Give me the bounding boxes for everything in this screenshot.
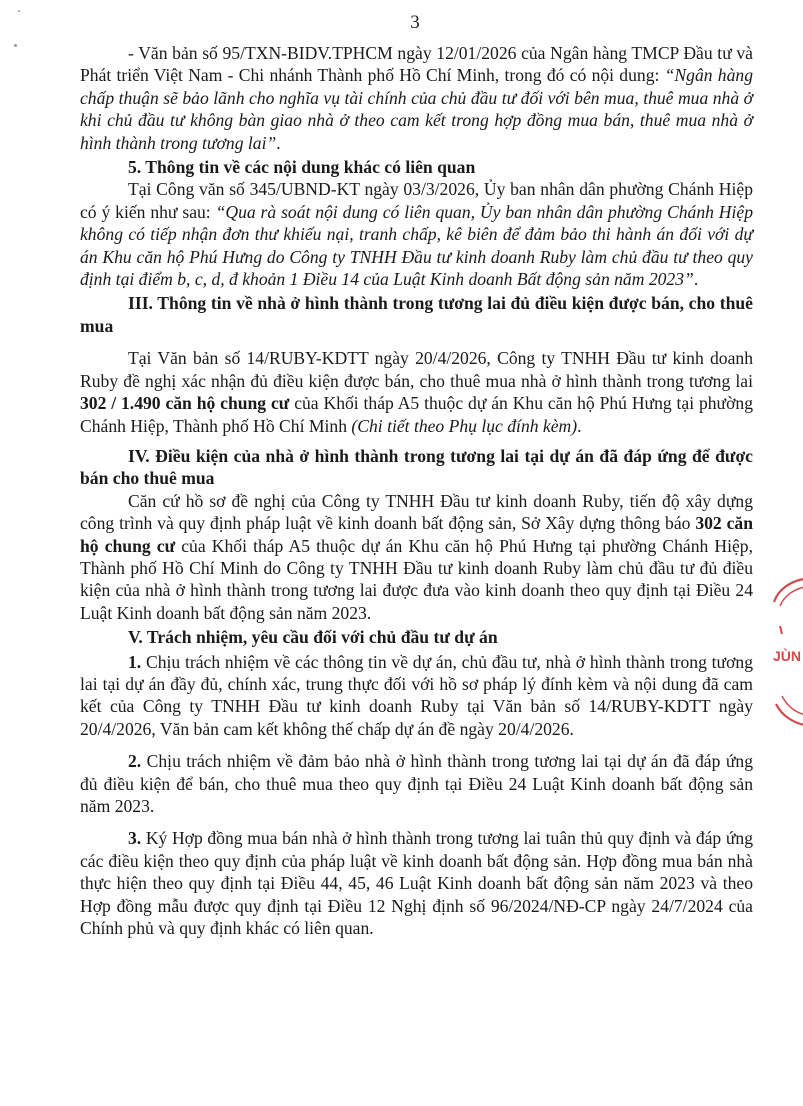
paragraph-bank-guarantee — [80, 42, 753, 154]
scan-speck — [18, 10, 20, 12]
paragraph-eligibility-notice — [80, 490, 753, 624]
text-run: “Qua rà soát nội dung có liên quan, Ủy ban nhân dân phường Chánh Hiệp không có tiếp nhận đơn thư khiếu nại, tranh chấp, kê biên để đảm bảo thi hành án đối với dự án Khu căn hộ Phú Hưng do Công ty TNHH Đầu tư kinh doanh Ruby làm chủ đầu tư theo quy định tại điểm b, c, d, đ khoản 1 Điều 14 của Luật Kinh doanh Bất động sản năm 2023” — [80, 201, 754, 290]
text-run: của Khối tháp A5 thuộc dự án Khu căn hộ Phú Hưng tại phường Chánh Hiệp, Thành phố Hồ Chí Minh — [80, 393, 753, 436]
text-run: Tại Công văn số 345/UBND-KT ngày 03/3/2026, Ủy ban nhân dân phường Chánh Hiệp có ý kiến như sau: — [80, 179, 753, 222]
text-run: 1. — [128, 651, 142, 672]
text-run: V. Trách nhiệm, yêu cầu đối với chủ đầu tư dự án — [128, 627, 498, 648]
text-run: Chịu trách nhiệm về các thông tin về dự án, chủ đầu tư, nhà ở hình thành trong tương lai tại dự án đầy đủ, chính xác, trung thực đối với hồ sơ pháp lý đính kèm và nội dung đã cam kết của Công ty TNHH Đầu tư kinh doanh Ruby tại Văn bản số 14/RUBY-KDTT ngày 20/4/2026, Văn bản cam kết không thế chấp dự án đề ngày 20/4/2026. — [80, 651, 753, 739]
text-run: IV. Điều kiện của nhà ở hình thành trong tương lai tại dự án đã đáp ứng để được bán cho thuê mua — [80, 445, 753, 489]
paragraph-ward-opinion — [80, 178, 753, 290]
scan-speck — [14, 44, 17, 47]
text-run: “Ngân hàng chấp thuận sẽ bảo lãnh cho nghĩa vụ tài chính của chủ đầu tư đối với bên mua, thuê mua nhà ở khi chủ đầu tư không bàn giao nhà ở theo cam kết trong hợp đồng mua bán, thuê mua nhà ở hình thành trong tương lai” — [80, 65, 753, 153]
text-run: - Văn bản số 95/TXN-BIDV.TPHCM ngày 12/01/2026 của Ngân hàng TMCP Đầu tư và Phát triển Việt Nam - Chi nhánh Thành phố Hồ Chí Minh, trong đó có nội dung: — [80, 43, 753, 86]
text-run: 3. — [128, 828, 142, 849]
stamp-text: JÙN — [773, 648, 802, 664]
text-run: của Khối tháp A5 thuộc dự án Khu căn hộ Phú Hưng tại phường Chánh Hiệp, Thành phố Hồ Chí Minh do Công ty TNHH Đầu tư kinh doanh Ruby làm chủ đầu tư đủ điều kiện của nhà ở hình thành trong tương lai được đưa vào kinh doanh theo quy định tại Điều 24 Luật Kinh doanh bất động sản năm 2023. — [80, 535, 753, 623]
text-run: . — [693, 269, 699, 290]
paragraph-responsibility-2 — [80, 750, 753, 817]
text-run: . — [276, 132, 281, 153]
paragraph-confirmation-request — [80, 347, 753, 437]
text-run: 5. Thông tin về các nội dung khác có liên quan — [128, 157, 476, 178]
page-number: 3 — [410, 12, 420, 33]
text-run: 302 / 1.490 căn hộ chung cư — [80, 393, 290, 414]
text-run: III. Thông tin về nhà ở hình thành trong tương lai đủ điều kiện được bán, cho thuê mua — [80, 293, 753, 336]
text-run: (Chi tiết theo Phụ lục đính kèm) — [351, 415, 578, 436]
text-run: . — [577, 415, 582, 436]
text-run: Căn cứ hồ sơ đề nghị của Công ty TNHH Đầu tư kinh doanh Ruby, tiến độ xây dựng công trình và quy định pháp luật về kinh doanh bất động sản, Sở Xây dựng thông báo — [80, 490, 753, 534]
heading-section-IV — [80, 445, 753, 490]
text-run: Chịu trách nhiệm về đảm bảo nhà ở hình thành trong tương lai tại dự án đã đáp ứng đủ điều kiện để bán, cho thuê mua theo quy định tại Điều 24 Luật Kinh doanh bất động sản năm 2023. — [80, 751, 753, 816]
text-run: 302 căn hộ chung cư — [80, 513, 753, 556]
paragraph-responsibility-3 — [80, 827, 753, 939]
red-stamp-fragment — [770, 568, 803, 748]
heading-section-5 — [80, 156, 753, 178]
heading-section-V — [80, 626, 753, 648]
heading-section-III — [80, 292, 753, 337]
paragraph-responsibility-1 — [80, 651, 753, 741]
text-run: Ký Hợp đồng mua bán nhà ở hình thành trong tương lai tuân thủ quy định và đáp ứng các điều kiện theo quy định của pháp luật về kinh doanh bất động sản. Hợp đồng mua bán nhà thực hiện theo quy định tại Điều 44, 45, 46 Luật Kinh doanh bất động sản năm 2023 và theo Hợp đồng mẫu được quy định tại Điều 12 Nghị định số 96/2024/NĐ-CP ngày 24/7/2024 của Chính phủ và quy định khác có liên quan. — [80, 828, 753, 939]
text-run: 2. — [128, 751, 142, 772]
text-run: Tại Văn bản số 14/RUBY-KDTT ngày 20/4/2026, Công ty TNHH Đầu tư kinh doanh Ruby đề nghị xác nhận đủ điều kiện được bán, cho thuê mua nhà ở hình thành trong tương lai — [80, 348, 753, 391]
document-body — [80, 42, 753, 939]
